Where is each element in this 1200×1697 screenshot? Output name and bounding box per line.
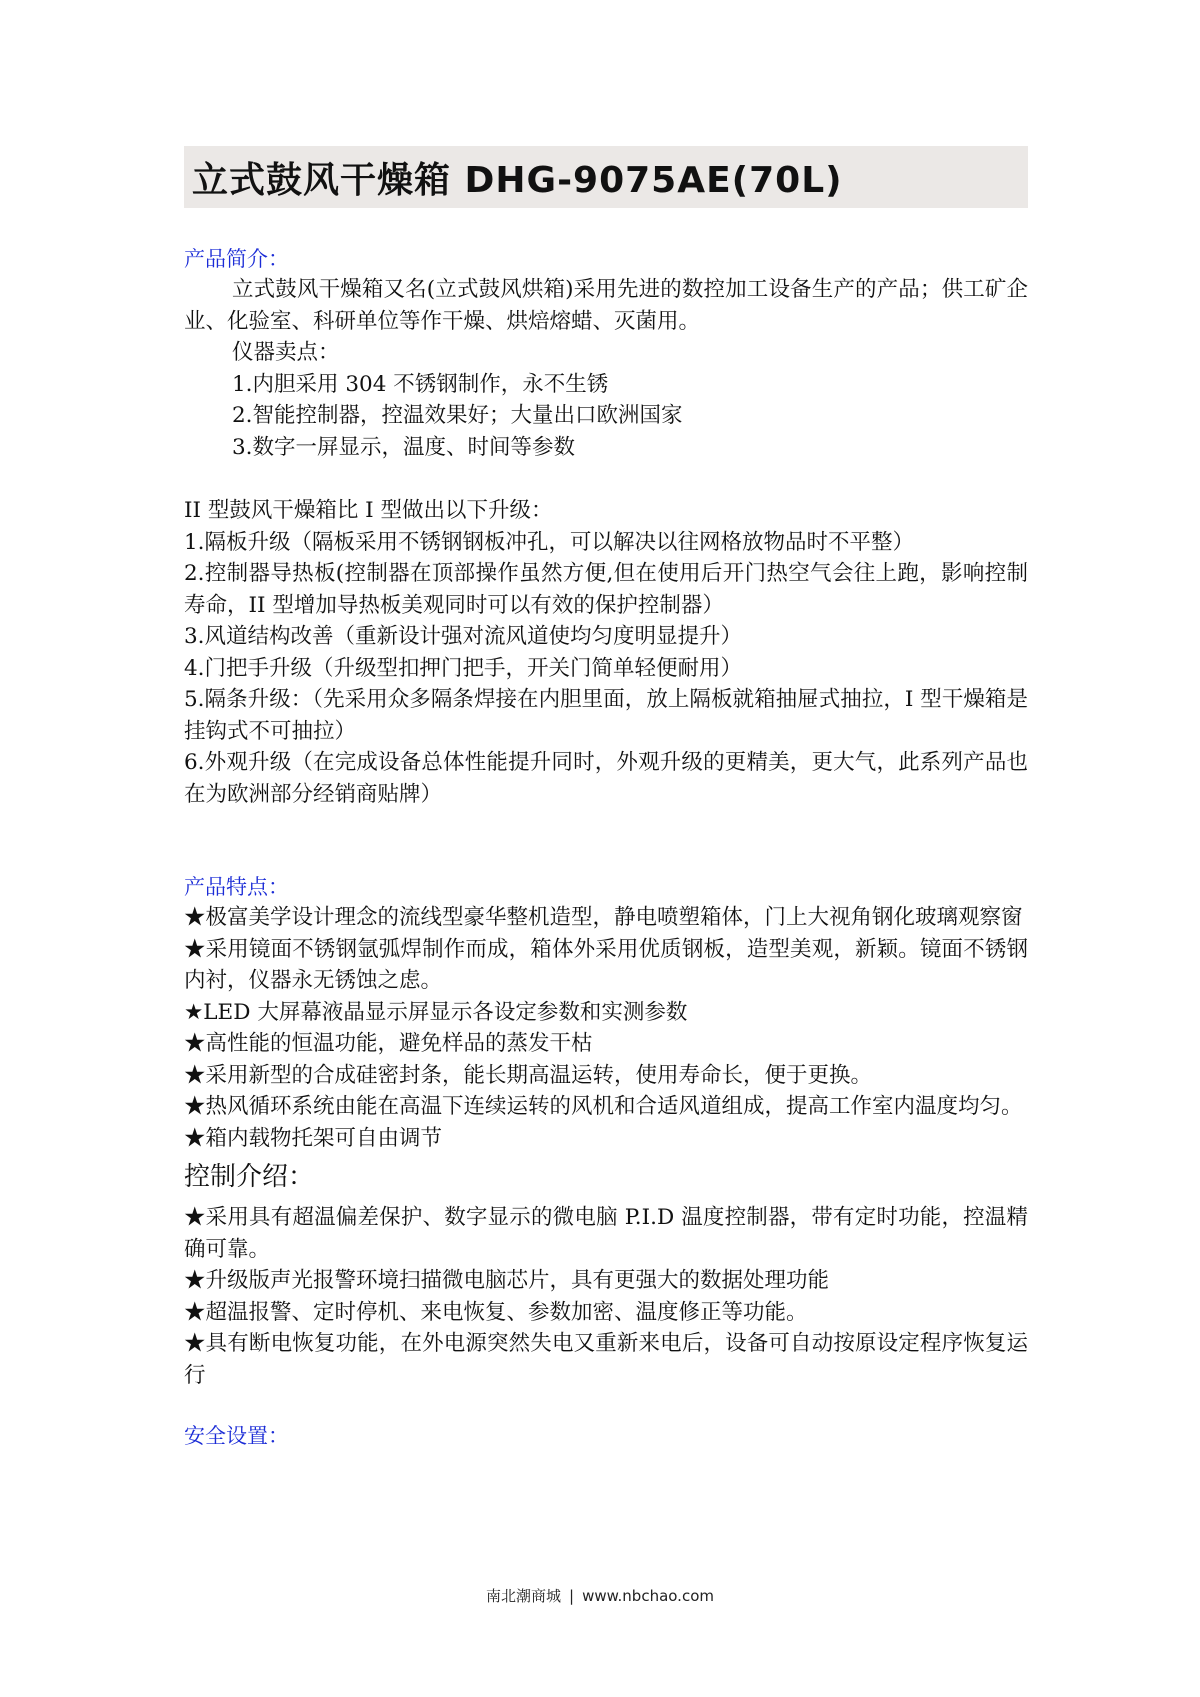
feature-item: ★采用镜面不锈钢氩弧焊制作而成，箱体外采用优质钢板，造型美观，新颖。镜面不锈钢内衬，仪器永无锈蚀之虑。	[184, 936, 1028, 993]
selling-point: 2.智能控制器，控温效果好；大量出口欧洲国家	[232, 403, 683, 428]
feature-item: ★极富美学设计理念的流线型豪华整机造型，静电喷塑箱体，门上大视角钢化玻璃观察窗	[184, 905, 1023, 930]
features-heading: 产品特点：	[184, 875, 289, 899]
control-item: ★升级版声光报警环境扫描微电脑芯片，具有更强大的数据处理功能	[184, 1268, 830, 1293]
feature-item: ★LED 大屏幕液晶显示屏显示各设定参数和实测参数	[184, 999, 688, 1025]
feature-item: ★采用新型的合成硅密封条，能长期高温运转，使用寿命长，便于更换。	[184, 1062, 873, 1088]
selling-point: 3.数字一屏显示，温度、时间等参数	[232, 434, 576, 460]
document-page	[184, 146, 1028, 1451]
footer-site-name: 南北潮商城	[486, 1587, 562, 1605]
upgrade-item: 3.风道结构改善（重新设计强对流风道使均匀度明显提升）	[184, 624, 743, 649]
upgrade-heading: II 型鼓风干燥箱比 I 型做出以下升级：	[184, 498, 553, 523]
intro-paragraph: 立式鼓风干燥箱又名(立式鼓风烘箱)采用先进的数控加工设备生产的产品；供工矿企业、化验室、科研单位等作干燥、烘焙熔蜡、灭菌用。	[184, 277, 1028, 334]
feature-item: ★高性能的恒温功能，避免样品的蒸发干枯	[184, 1031, 593, 1056]
control-item: ★采用具有超温偏差保护、数字显示的微电脑 P.I.D 温度控制器，带有定时功能，控温精确可靠。	[184, 1205, 1028, 1262]
page-footer	[0, 1585, 1200, 1606]
control-heading: 控制介绍：	[184, 1162, 315, 1192]
upgrade-item: 4.门把手升级（升级型扣押门把手，开关门简单轻便耐用）	[184, 655, 743, 681]
footer-url[interactable]: www.nbchao.com	[582, 1587, 714, 1605]
control-item: ★超温报警、定时停机、来电恢复、参数加密、温度修正等功能。	[184, 1299, 808, 1325]
selling-point: 1.内胆采用 304 不锈钢制作，永不生锈	[232, 371, 609, 397]
upgrade-item: 2.控制器导热板(控制器在顶部操作虽然方便,但在使用后开门热空气会往上跑，影响控制寿命，II 型增加导热板美观同时可以有效的保护控制器）	[184, 561, 1028, 618]
upgrade-item: 6.外观升级（在完成设备总体性能提升同时，外观升级的更精美，更大气，此系列产品也在为欧洲部分经销商贴牌）	[184, 750, 1028, 807]
page-title: 立式鼓风干燥箱 DHG-9075AE(70L)	[192, 159, 843, 201]
upgrade-item: 5.隔条升级：（先采用众多隔条焊接在内胆里面，放上隔板就箱抽屉式抽拉，I 型干燥箱是挂钩式不可抽拉）	[184, 687, 1028, 744]
title-banner	[184, 146, 1028, 208]
intro-heading: 产品简介：	[184, 247, 289, 271]
selling-heading: 仪器卖点：	[232, 340, 340, 365]
footer-separator: |	[569, 1587, 575, 1605]
safety-heading: 安全设置：	[184, 1424, 289, 1448]
feature-item: ★热风循环系统由能在高温下连续运转的风机和合适风道组成，提高工作室内温度均匀。	[184, 1094, 1023, 1119]
control-item: ★具有断电恢复功能，在外电源突然失电又重新来电后，设备可自动按原设定程序恢复运行	[184, 1331, 1028, 1388]
feature-item: ★箱内载物托架可自由调节	[184, 1125, 443, 1151]
upgrade-item: 1.隔板升级（隔板采用不锈钢钢板冲孔，可以解决以往网格放物品时不平整）	[184, 529, 915, 555]
